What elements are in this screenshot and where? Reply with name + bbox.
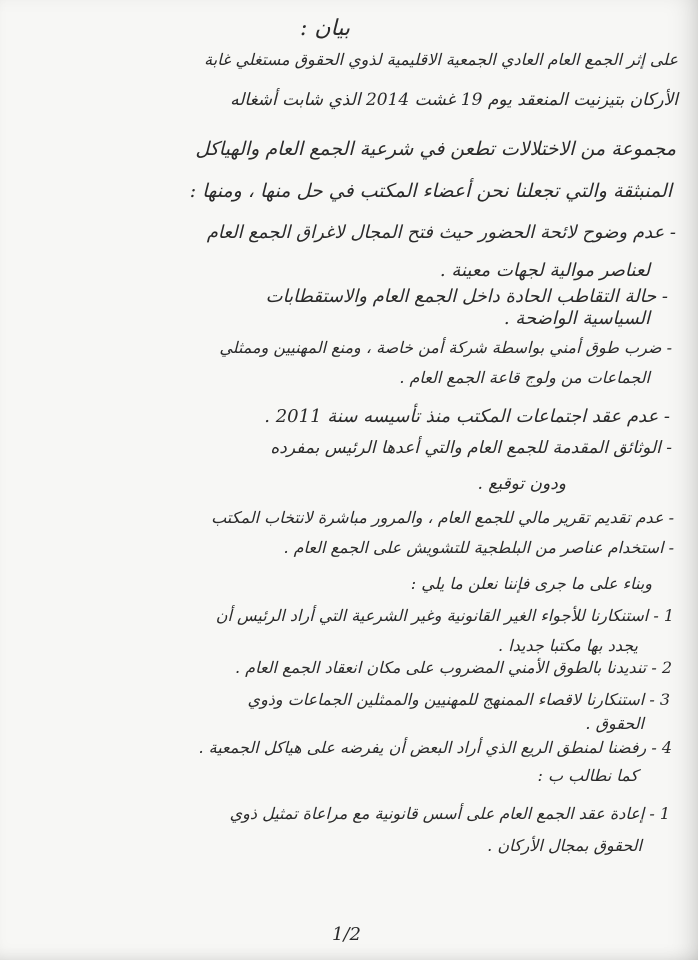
bullet-item: - عدم وضوح لائحة الحضور حيث فتح المجال لاغراق الجمع العام — [206, 222, 676, 243]
document-title: بيان : — [300, 16, 351, 41]
text-line: مجموعة من الاختلالات تطعن في شرعية الجمع العام والهياكل — [195, 138, 676, 160]
numbered-item: 3 - استنكارنا لاقصاء الممنهج للمهنيين والممثلين الجماعات وذوي — [247, 690, 670, 709]
bullet-item: - عدم تقديم تقرير مالي للجمع العام ، والمرور مباشرة لانتخاب المكتب — [211, 508, 674, 527]
numbered-item: 1 - استنكارنا للأجواء الغير القانونية وغير الشرعية التي أراد الرئيس أن — [215, 606, 674, 625]
text-line: السياسية الواضحة . — [503, 308, 650, 329]
text-line: الأركان بتيزنيت المنعقد يوم 19 غشت 2014 الذي شابت أشغاله — [230, 90, 678, 110]
text-line: كما نطالب ب : — [537, 766, 638, 785]
numbered-item: 2 - تنديدنا بالطوق الأمني المضروب على مكان انعقاد الجمع العام . — [234, 658, 672, 677]
numbered-item: 1 - إعادة عقد الجمع العام على أسس قانونية مع مراعاة تمثيل ذوي — [229, 804, 670, 823]
text-line: المنبثقة والتي تجعلنا نحن أعضاء المكتب في حل منها ، ومنها : — [189, 180, 672, 202]
text-line: على إثر الجمع العام العادي الجمعية الاقليمية لذوي الحقوق مستغلي غابة — [204, 50, 678, 69]
page-number: 1/2 — [332, 924, 361, 945]
text-line: يجدد بها مكتبا جديدا . — [498, 636, 638, 655]
text-line: لعناصر موالية لجهات معينة . — [439, 260, 650, 281]
bullet-item: - الوثائق المقدمة للجمع العام والتي أعدها الرئيس بمفرده — [270, 438, 672, 458]
bullet-item: - عدم عقد اجتماعات المكتب منذ تأسيسه سنة 2011 . — [264, 406, 670, 427]
bullet-item: - حالة التقاطب الحادة داخل الجمع العام والاستقطابات — [265, 286, 668, 307]
bullet-item: - ضرب طوق أمني بواسطة شركة أمن خاصة ، ومنع المهنيين وممثلي — [219, 338, 672, 357]
text-line: ودون توقيع . — [477, 474, 566, 494]
text-line: وبناء على ما جرى فإننا نعلن ما يلي : — [410, 574, 652, 593]
text-line: الحقوق بمجال الأركان . — [487, 836, 642, 855]
text-line: الجماعات من ولوج قاعة الجمع العام . — [399, 368, 650, 387]
text-line: الحقوق . — [585, 714, 644, 733]
numbered-item: 4 - رفضنا لمنطق الريع الذي أراد البعض أن يفرضه على هياكل الجمعية . — [198, 738, 672, 757]
bullet-item: - استخدام عناصر من البلطجية للتشويش على الجمع العام . — [283, 538, 674, 557]
